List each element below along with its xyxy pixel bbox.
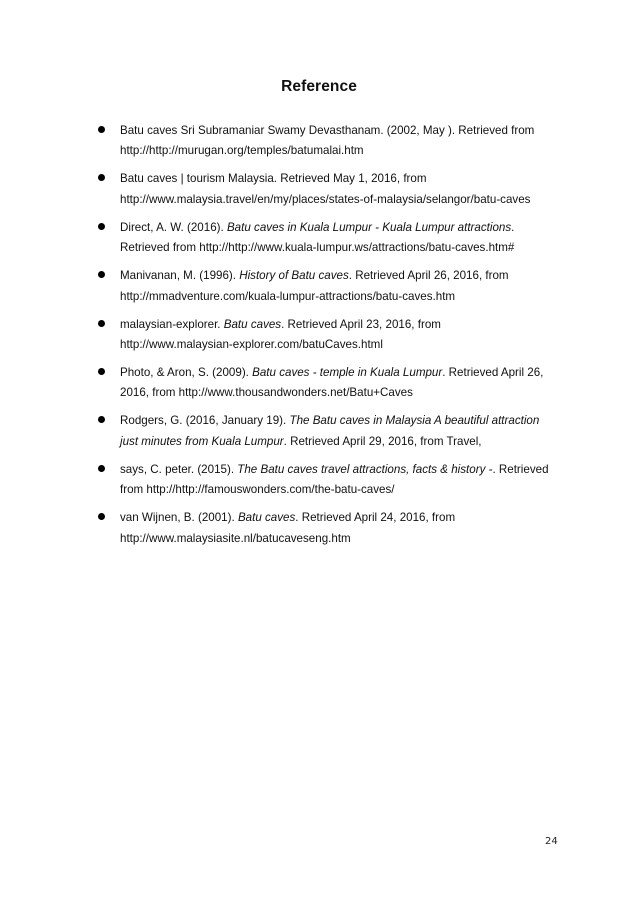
- reference-text: http://mmadventure.com/kuala-lumpur-attractions/batu-caves.htm: [120, 289, 456, 303]
- reference-line: [120, 238, 568, 258]
- reference-item: [98, 508, 568, 549]
- reference-item: [98, 121, 568, 162]
- reference-item: [98, 460, 568, 501]
- reference-text: malaysian-explorer.: [120, 317, 224, 331]
- reference-item: [98, 315, 568, 356]
- reference-text: Batu caves Sri Subramaniar Swamy Devasthanam. (2002, May ). Retrieved from: [120, 124, 535, 137]
- bullet-icon: [98, 320, 105, 327]
- reference-text: Manivanan, M. (1996).: [120, 269, 240, 283]
- reference-title-text: Batu caves: [223, 317, 282, 331]
- reference-item: [98, 218, 568, 259]
- page-title: Reference: [281, 78, 357, 95]
- reference-line: [120, 141, 568, 161]
- reference-text: . Retrieved April 26, 2016, from: [348, 269, 509, 283]
- bullet-icon: [98, 174, 105, 181]
- bullet-icon: [98, 416, 105, 423]
- reference-item: [98, 169, 568, 210]
- reference-text: Batu caves | tourism Malaysia. Retrieved May 1, 2016, from: [120, 172, 427, 186]
- reference-title-text: just minutes from Kuala Lumpur: [120, 434, 284, 448]
- reference-text: . Retrieved April 26,: [442, 366, 544, 380]
- reference-line: [120, 508, 568, 528]
- reference-line: [120, 266, 568, 286]
- reference-line: [120, 169, 568, 189]
- reference-text: Photo, & Aron, S. (2009).: [120, 366, 253, 380]
- reference-line: [120, 335, 568, 355]
- reference-title-text: Batu caves: [237, 511, 296, 525]
- reference-text: http://http://murugan.org/temples/batumalai.htm: [120, 144, 364, 158]
- reference-title-text: Batu caves in Kuala Lumpur - Kuala Lumpur attractions: [226, 220, 512, 234]
- reference-line: [120, 460, 568, 480]
- reference-line: [120, 218, 568, 238]
- reference-text: Direct, A. W. (2016).: [120, 220, 227, 234]
- reference-line: [120, 529, 568, 549]
- page-number: 24: [545, 836, 558, 847]
- reference-item: [98, 363, 568, 404]
- reference-text: Rodgers, G. (2016, January 19).: [120, 414, 290, 428]
- reference-line: [120, 383, 568, 403]
- bullet-icon: [98, 271, 105, 278]
- reference-line: [120, 432, 568, 452]
- reference-title-text: Batu caves - temple in Kuala Lumpur: [252, 366, 443, 380]
- reference-text: http://www.malaysia.travel/en/my/places/states-of-malaysia/selangor/batu-caves: [120, 192, 531, 206]
- bullet-icon: [98, 465, 105, 472]
- reference-text: van Wijnen, B. (2001).: [120, 511, 238, 525]
- reference-list: [98, 121, 568, 557]
- reference-item: [98, 266, 568, 307]
- reference-line: [120, 287, 568, 307]
- reference-text: . Retrieved April 29, 2016, from Travel,: [283, 434, 482, 448]
- bullet-icon: [98, 223, 105, 230]
- reference-text: .: [511, 220, 515, 234]
- reference-text: . Retrieved April 23, 2016, from: [281, 317, 441, 331]
- reference-text: 2016, from http://www.thousandwonders.net/Batu+Caves: [120, 386, 413, 400]
- bullet-icon: [98, 126, 105, 133]
- reference-line: [120, 480, 568, 500]
- reference-text: . Retrieved: [492, 462, 549, 476]
- reference-line: [120, 121, 568, 141]
- reference-text: http://www.malaysian-explorer.com/batuCaves.html: [120, 338, 383, 352]
- reference-text: says, C. peter. (2015).: [120, 462, 238, 476]
- reference-line: [120, 411, 568, 431]
- reference-item: [98, 411, 568, 452]
- bullet-icon: [98, 513, 105, 520]
- reference-line: [120, 363, 568, 383]
- reference-text: http://www.malaysiasite.nl/batucaveseng.htm: [120, 531, 351, 545]
- reference-text: Retrieved from http://http://www.kuala-lumpur.ws/attractions/batu-caves.htm#: [120, 241, 515, 255]
- reference-title-text: The Batu caves in Malaysia A beautiful attraction: [289, 414, 540, 428]
- reference-line: [120, 315, 568, 335]
- bullet-icon: [98, 368, 105, 375]
- reference-text: from http://http://famouswonders.com/the-batu-caves/: [120, 483, 395, 497]
- reference-title-text: History of Batu caves: [239, 269, 349, 283]
- reference-text: . Retrieved April 24, 2016, from: [295, 511, 456, 525]
- reference-title-text: The Batu caves travel attractions, facts & history -: [237, 462, 493, 476]
- reference-line: [120, 190, 568, 210]
